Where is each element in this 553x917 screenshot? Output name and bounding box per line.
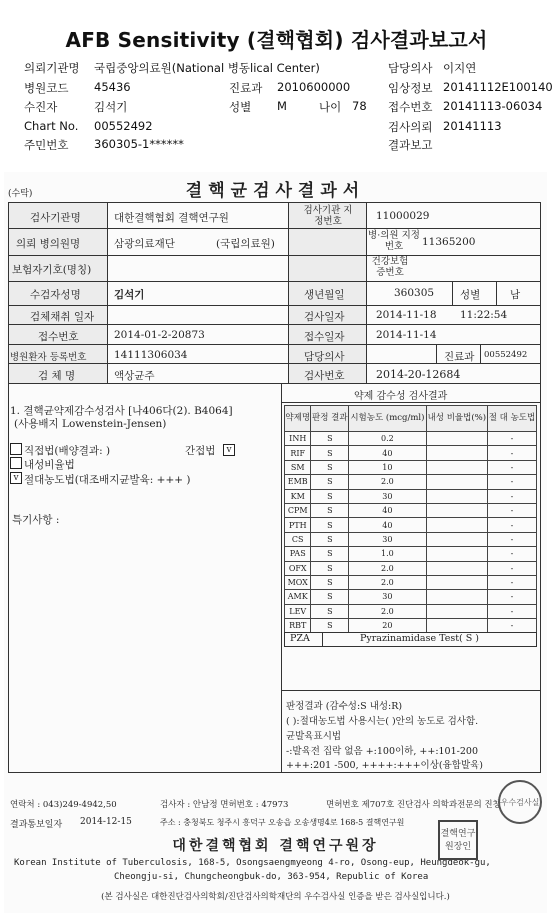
proportion-checkbox	[10, 457, 22, 469]
recv-date-label: 접수일자	[304, 331, 345, 343]
examiner: 검사자 : 안남정 면허번호 : 47973	[160, 800, 289, 810]
clinical: 20141112E100140	[443, 80, 553, 94]
sens-cell	[426, 503, 487, 517]
method-line1: 1. 결핵균약제감수성검사 [나406다(2). B4064]	[10, 405, 233, 417]
sens-row	[285, 561, 537, 575]
sens-cell: CS	[285, 532, 311, 546]
sens-cell: 2.0	[349, 475, 426, 489]
sens-cell: S	[311, 518, 349, 532]
sens-cell: AMK	[285, 590, 311, 604]
address-en-line1: Korean Institute of Tuberculosis, 168-5, Osongsaengmyeong 4-ro, Osong-eup, Heungdeok-gu,	[14, 858, 491, 868]
sens-cell	[426, 446, 487, 460]
method-line2: (사용배지 Lowenstein-Jensen)	[14, 418, 167, 430]
sens-cell	[426, 475, 487, 489]
special-label: 특기사항 :	[12, 514, 60, 526]
sens-cell: 1.0	[349, 547, 426, 561]
sens-row	[285, 532, 537, 546]
exam-no: 2014-20-12684	[376, 368, 461, 381]
exam-req-label: 검사의뢰	[388, 120, 433, 134]
hosp-note: (국립의료원)	[216, 238, 275, 250]
sens-cell: S	[311, 489, 349, 503]
doctor-label: 담당의사	[388, 61, 433, 75]
lab-code: 11000029	[376, 210, 430, 222]
sex-label: 성별	[229, 100, 252, 114]
clinical-label: 임상정보	[388, 81, 433, 95]
sens-cell: -	[488, 432, 537, 446]
sens-cell: S	[311, 446, 349, 460]
health-label: 건강보험 증번호	[371, 256, 409, 278]
sensitivity-table	[284, 405, 537, 633]
rrn: 360305-1******	[94, 137, 184, 151]
sens-cell	[426, 532, 487, 546]
sens-cell: EMB	[285, 475, 311, 489]
sens-cell: S	[311, 547, 349, 561]
sens-cell: 30	[349, 590, 426, 604]
sens-cell: KM	[285, 489, 311, 503]
name: 김석기	[114, 289, 145, 301]
sens-cell: -	[488, 460, 537, 474]
indirect-checkbox: v	[223, 444, 235, 456]
sex: M	[277, 99, 287, 113]
indirect-label: 간접법	[185, 445, 216, 457]
sens-cell: S	[311, 475, 349, 489]
collect-label: 검체채취 일자	[30, 311, 95, 323]
prop-label: 내성비율법	[24, 459, 75, 471]
lab: 대한결핵협회 결핵연구원	[114, 212, 229, 224]
lab-code-label: 검사기관 지정번호	[303, 205, 353, 227]
sens-cell: OFX	[285, 561, 311, 575]
sex: 남	[510, 289, 521, 301]
sens-cell	[426, 575, 487, 589]
sens-cell: RBT	[285, 619, 311, 633]
sens-col-header: 절 대 농도법	[488, 406, 537, 432]
req-org: 국립중앙의료원(National 병동lical Center)	[94, 61, 320, 75]
patient: 김석기	[94, 100, 128, 114]
sens-cell: -	[488, 619, 537, 633]
scanned-result-document	[4, 172, 547, 913]
absolute-checkbox: v	[10, 472, 22, 484]
sens-cell: S	[311, 432, 349, 446]
pza-label: PZA	[290, 633, 310, 644]
certification-stamp: 우수검사실	[498, 780, 542, 824]
sens-cell: S	[311, 532, 349, 546]
sens-row	[285, 475, 537, 489]
sens-col-header: 시험농도 (mcg/ml)	[349, 406, 426, 432]
req-org-label: 의뢰기관명	[24, 61, 80, 75]
sens-cell: CPM	[285, 503, 311, 517]
sens-row	[285, 460, 537, 474]
judge-line2: ( ):절대농도법 사용시는( )안의 농도로 검사함.	[286, 716, 479, 727]
sens-cell: SM	[285, 460, 311, 474]
sens-cell: 20	[349, 619, 426, 633]
sens-cell: 0.2	[349, 432, 426, 446]
sens-cell	[426, 561, 487, 575]
sens-cell: PTH	[285, 518, 311, 532]
sens-cell: S	[311, 460, 349, 474]
chart: 00552492	[94, 119, 153, 133]
dept: 2010600000	[277, 80, 351, 94]
sens-cell	[426, 604, 487, 618]
sens-cell: 10	[349, 460, 426, 474]
sens-cell	[426, 619, 487, 633]
sens-cell	[426, 547, 487, 561]
report-title: AFB Sensitivity (결핵협회) 검사결과보고서	[65, 28, 488, 52]
sens-cell: -	[488, 446, 537, 460]
sens-cell: S	[311, 503, 349, 517]
chart-label: Chart No.	[24, 119, 79, 133]
dept: 00552492	[484, 350, 528, 360]
judge-line1: 판정결과 (감수성:S 내성:R)	[286, 701, 403, 712]
reg-label: 병원환자 등록번호	[10, 352, 87, 363]
hosp-code: 11365200	[422, 236, 476, 248]
sens-cell: 40	[349, 518, 426, 532]
sens-cell: S	[311, 590, 349, 604]
consign-mark: (수탁)	[8, 189, 33, 199]
sens-cell: MOX	[285, 575, 311, 589]
hosp-code-label: 병·의원 지정번호	[368, 230, 420, 252]
sens-col-header: 판정 결과	[311, 406, 349, 432]
sens-cell: -	[488, 518, 537, 532]
hosp-code: 45436	[94, 80, 131, 94]
lab-label: 검사기관명	[30, 212, 81, 224]
judge-line5: +++:201 -500, ++++:+++이상(융합발육)	[286, 760, 484, 771]
director-seal: 결핵연구원장인	[438, 820, 478, 860]
sens-cell: 30	[349, 532, 426, 546]
judge-line4: -:발육전 집락 없음 +:100이하, ++:101-200	[286, 746, 478, 757]
contact: 연락처 : 043)249-4942,50	[10, 800, 117, 810]
report-date-label: 결과통보일자	[10, 820, 63, 830]
sens-title: 약제 감수성 검사결과	[354, 391, 448, 402]
sens-cell	[426, 590, 487, 604]
sens-cell: 40	[349, 446, 426, 460]
direct-label: 직접법(배양결과: )	[24, 445, 111, 457]
report-date: 2014-12-15	[80, 817, 132, 827]
pza: Pyrazinamidase Test( S )	[360, 633, 479, 644]
sens-row	[285, 518, 537, 532]
sens-row	[285, 432, 537, 446]
dept-label: 진료과	[444, 351, 475, 363]
sens-cell: -	[488, 604, 537, 618]
sens-col-header: 약제명	[285, 406, 311, 432]
hosp: 삼광의료재단	[114, 238, 175, 250]
sens-cell	[426, 432, 487, 446]
dept-label: 진료과	[229, 81, 263, 95]
hosp-code-label: 병원코드	[24, 81, 69, 95]
name-label: 수검자성명	[30, 289, 81, 301]
sens-cell: S	[311, 604, 349, 618]
birth-label: 생년월일	[304, 289, 345, 301]
sex-label: 성별	[460, 289, 481, 301]
sens-row	[285, 619, 537, 633]
sens-row	[285, 575, 537, 589]
sens-row	[285, 604, 537, 618]
sens-cell: -	[488, 475, 537, 489]
doctor: 이지연	[443, 61, 477, 75]
certification-note: (본 검사실은 대한진단검사의학회/진단검사의학재단의 우수검사실 인증을 받은 검사실입니다.)	[101, 892, 450, 902]
exam-no-label: 검사번호	[304, 370, 345, 382]
sens-cell: -	[488, 590, 537, 604]
recv-no-label: 접수번호	[38, 331, 79, 343]
sens-cell: -	[488, 547, 537, 561]
abs-label: 절대농도법(대조배지균발육: +++ )	[24, 474, 191, 486]
sens-cell: INH	[285, 432, 311, 446]
sens-cell: -	[488, 489, 537, 503]
exam-req: 20141113	[443, 119, 502, 133]
exam-time: 11:22:54	[460, 309, 508, 321]
sens-cell: -	[488, 561, 537, 575]
exam-date: 2014-11-18	[376, 309, 437, 321]
sens-cell: 2.0	[349, 604, 426, 618]
sens-cell: 2.0	[349, 561, 426, 575]
document-heading: 결핵균검사결과서	[185, 181, 366, 201]
sens-row	[285, 489, 537, 503]
exam-date-label: 검사일자	[304, 311, 345, 323]
birth: 360305	[394, 287, 435, 299]
judge-line3: 균발육표시법	[286, 731, 342, 742]
specimen: 액상균주	[114, 370, 155, 382]
sens-cell: S	[311, 561, 349, 575]
sens-cell: -	[488, 575, 537, 589]
doctor-label: 담당의사	[304, 351, 345, 363]
sens-row	[285, 446, 537, 460]
reg: 14111306034	[114, 349, 188, 361]
sens-cell: RIF	[285, 446, 311, 460]
specimen-label: 검 체 명	[38, 370, 76, 382]
insur-label: 보험자기호(명칭)	[12, 264, 92, 276]
sens-cell: -	[488, 503, 537, 517]
sens-cell	[426, 518, 487, 532]
report-label: 결과보고	[388, 138, 433, 152]
receipt: 20141113-06034	[443, 99, 543, 113]
sens-row	[285, 547, 537, 561]
sens-row	[285, 590, 537, 604]
sens-cell: LEV	[285, 604, 311, 618]
receipt-label: 접수번호	[388, 100, 433, 114]
director: 면허번호 제707호 진단검사 의학과전문의 진창	[326, 800, 501, 810]
sens-row	[285, 503, 537, 517]
direct-checkbox	[10, 443, 22, 455]
sens-cell: S	[311, 619, 349, 633]
sens-cell	[426, 460, 487, 474]
rrn-label: 주민번호	[24, 138, 69, 152]
sens-cell: 40	[349, 503, 426, 517]
age-label: 나이	[319, 100, 342, 114]
recv-date: 2014-11-14	[376, 329, 437, 341]
address-en-line2: Cheongju-si, Chungcheongbuk-do, 363-954, Republic of Korea	[114, 872, 429, 882]
sens-cell: S	[311, 575, 349, 589]
sens-cell: PAS	[285, 547, 311, 561]
age: 78	[352, 99, 367, 113]
address-kr: 주소 : 충청북도 청주시 흥덕구 오송읍 오송생명4로 168-5 결핵연구원	[160, 818, 405, 827]
recv-no: 2014-01-2-20873	[114, 329, 205, 341]
sens-cell: 30	[349, 489, 426, 503]
hosp-label: 의뢰 병의원명	[16, 238, 81, 250]
sens-col-header: 내성 비율법(%)	[426, 406, 487, 432]
sens-cell: 2.0	[349, 575, 426, 589]
org-name: 대한결핵협회 결핵연구원장	[172, 838, 379, 854]
sens-cell	[426, 489, 487, 503]
patient-label: 수진자	[24, 100, 58, 114]
sens-cell: -	[488, 532, 537, 546]
